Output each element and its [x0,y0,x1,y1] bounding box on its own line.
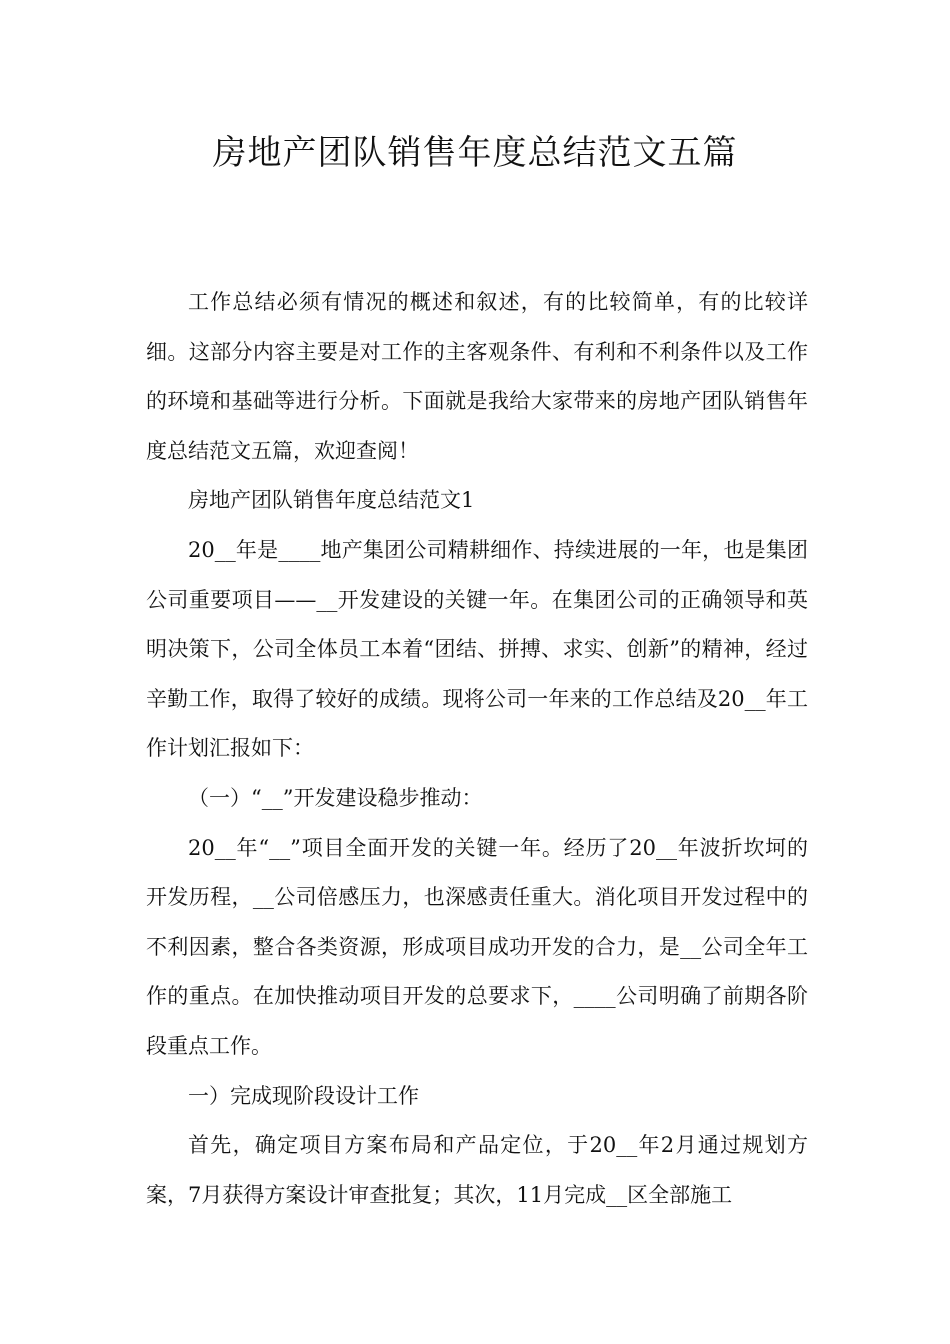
subsection-heading: （一）“__”开发建设稳步推动： [188,785,483,810]
intro-paragraph: 工作总结必须有情况的概述和叙述，有的比较简单，有的比较详细。这部分内容主要是对工作的主客观条件、有利和不利条件以及工作的环境和基础等进行分析。下面就是我给大家带来的房地产团队销售年度总结范文五篇，欢迎查阅！ [146,290,808,463]
document-title: 房地产团队销售年度总结范文五篇 [212,133,738,173]
body-paragraph: 首先，确定项目方案布局和产品定位，于20__年2月通过规划方案，7月获得方案设计审查批复；其次，11月完成__区全部施工 [146,1133,808,1207]
document-body [146,278,808,1220]
subsection-heading: 一）完成现阶段设计工作 [188,1083,419,1108]
body-paragraph: 20__年是____地产集团公司精耕细作、持续进展的一年，也是集团公司重要项目——__开发建设的关键一年。在集团公司的正确领导和英明决策下，公司全体员工本着“团结、拼搏、求实、创新”的精神，经过辛勤工作，取得了较好的成绩。现将公司一年来的工作总结及20__年工作计划汇报如下： [146,537,808,761]
section-heading: 房地产团队销售年度总结范文1 [188,488,475,513]
body-paragraph: 20__年“__”项目全面开发的关键一年。经历了20__年波折坎坷的开发历程，__公司倍感压力，也深感责任重大。消化项目开发过程中的不利因素，整合各类资源，形成项目成功开发的合力，是__公司全年工作的重点。在加快推动项目开发的总要求下，____公司明确了前期各阶段重点工作。 [146,835,808,1058]
